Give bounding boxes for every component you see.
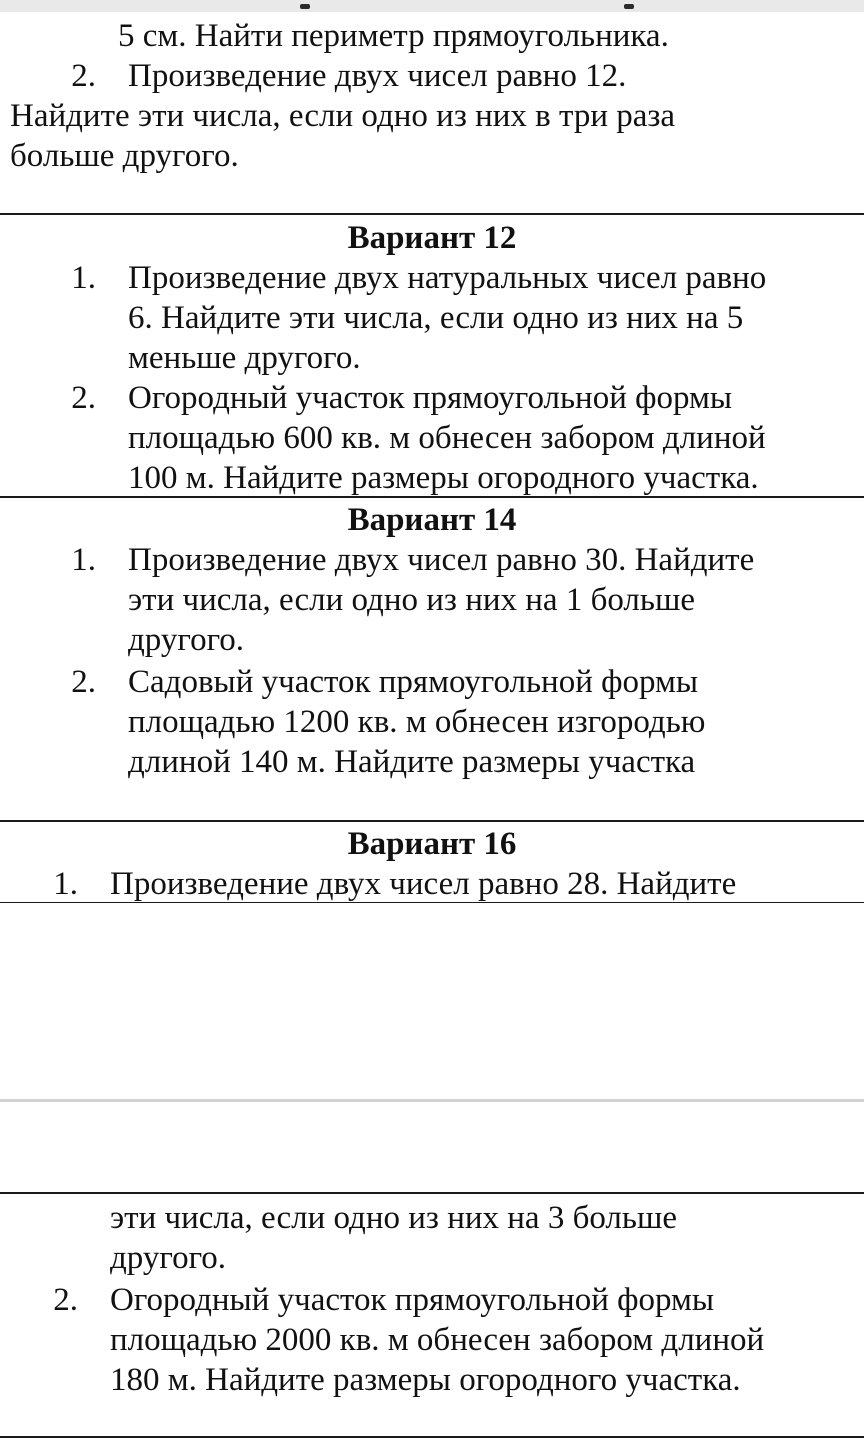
page-cut-line	[0, 902, 864, 903]
section-divider	[0, 820, 864, 822]
item-line: 6. Найдите эти числа, если одно из них на 5	[128, 300, 744, 336]
item-number: 1.	[71, 542, 96, 578]
item-number: 2.	[71, 58, 96, 94]
item-number: 2.	[53, 1282, 78, 1318]
item-line: другого.	[110, 1240, 227, 1276]
section-divider	[0, 213, 864, 215]
item-number: 1.	[71, 260, 96, 296]
item-line: меньше другого.	[128, 340, 361, 376]
cut-off-glyph	[624, 4, 634, 9]
item-line: Произведение двух натуральных чисел равно	[128, 260, 767, 296]
variant-title: Вариант 14	[347, 502, 517, 538]
variant-title: Вариант 16	[347, 826, 517, 862]
variant-title: Вариант 12	[347, 220, 517, 256]
item-line: эти числа, если одно из них на 1 больше	[128, 582, 696, 618]
fragment-line: больше другого.	[10, 138, 239, 174]
item-line: длиной 140 м. Найдите размеры участка	[128, 744, 696, 780]
item-line: другого.	[128, 622, 245, 658]
section-divider	[0, 496, 864, 498]
item-line: площадью 1200 кв. м обнесен изгородью	[128, 704, 706, 740]
item-line: площадью 600 кв. м обнесен забором длиной	[128, 420, 766, 456]
item-number: 2.	[71, 664, 96, 700]
page-gap-line	[0, 1099, 864, 1102]
item-number: 1.	[53, 866, 78, 902]
item-line: площадью 2000 кв. м обнесен забором длиной	[110, 1322, 765, 1358]
section-divider	[0, 1192, 864, 1194]
fragment-line: Произведение двух чисел равно 12.	[128, 58, 627, 94]
item-line: эти числа, если одно из них на 3 больше	[110, 1200, 678, 1236]
page-top-strip	[0, 0, 864, 12]
item-line: 100 м. Найдите размеры огородного участка.	[128, 460, 759, 496]
cut-off-glyph	[300, 4, 310, 9]
item-line: Огородный участок прямоугольной формы	[110, 1282, 715, 1318]
item-line: Произведение двух чисел равно 30. Найдите	[128, 542, 755, 578]
item-line: 180 м. Найдите размеры огородного участка.	[110, 1362, 741, 1398]
item-line: Садовый участок прямоугольной формы	[128, 664, 699, 700]
item-line: Огородный участок прямоугольной формы	[128, 380, 733, 416]
fragment-line: Найдите эти числа, если одно из них в три раза	[10, 98, 676, 134]
fragment-line: 5 см. Найти периметр прямоугольника.	[118, 18, 669, 54]
section-divider	[0, 1436, 864, 1438]
item-line: Произведение двух чисел равно 28. Найдите	[110, 866, 737, 902]
item-number: 2.	[71, 380, 96, 416]
